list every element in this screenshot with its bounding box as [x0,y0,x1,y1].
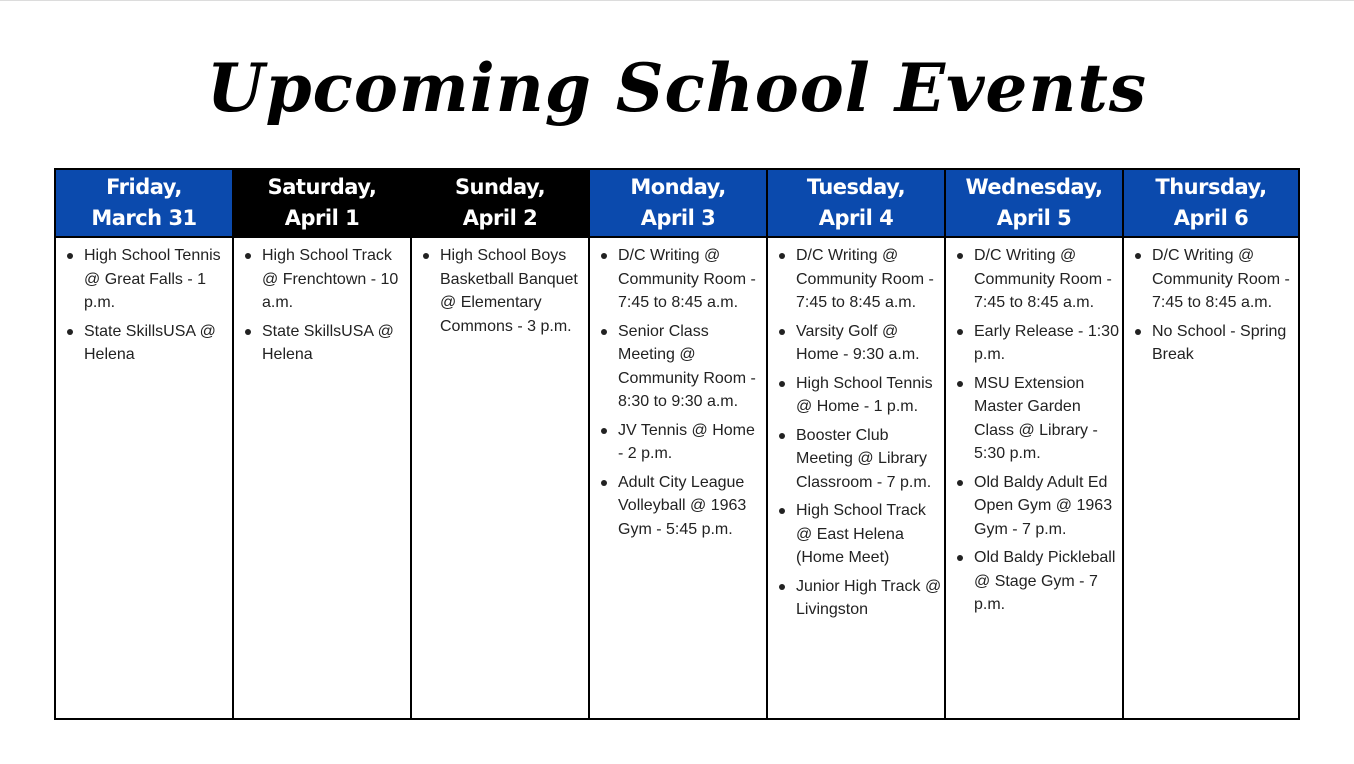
day-date: April 3 [640,206,716,230]
event-item [1130,320,1296,367]
bullet-icon [601,253,607,259]
day-column [232,168,410,720]
event-text: Junior High Track @ Livingston [796,577,942,618]
event-item [774,424,942,495]
top-divider [0,0,1354,1]
weekly-calendar [54,168,1300,720]
event-text: High School Track @ East Helena (Home Meet) [796,502,926,566]
bullet-icon [957,381,963,387]
event-item [62,244,230,315]
day-name: Sunday, [454,175,546,199]
event-list [1130,244,1296,367]
day-name: Thursday, [1155,175,1267,199]
day-events [768,238,944,718]
bullet-icon [779,329,785,335]
event-text: Senior Class Meeting @ Community Room - 8:30 to 9:30 a.m. [618,322,756,410]
event-item [62,320,230,367]
day-column [410,168,588,720]
day-name: Friday, [106,175,182,199]
bullet-icon [957,329,963,335]
bullet-icon [67,253,73,259]
bullet-icon [1135,253,1141,259]
bullet-icon [601,428,607,434]
day-events [234,238,410,718]
day-date: April 6 [1173,206,1249,230]
day-header [234,170,410,238]
event-item [1130,244,1296,315]
day-header [590,170,766,238]
bullet-icon [1135,329,1141,335]
event-item [952,546,1120,617]
bullet-icon [601,480,607,486]
day-events [56,238,232,718]
day-date: April 4 [818,206,894,230]
event-item [596,419,764,466]
day-events [946,238,1122,718]
event-text: No School - Spring Break [1152,322,1287,363]
event-item [774,244,942,315]
bullet-icon [779,433,785,439]
event-item [596,320,764,414]
event-text: Booster Club Meeting @ Library Classroom - 7 p.m. [796,426,932,491]
event-text: High School Tennis @ Home - 1 p.m. [796,374,933,415]
bullet-icon [957,555,963,561]
event-list [62,244,230,367]
event-item [418,244,586,338]
event-text: High School Track @ Frenchtown - 10 a.m. [262,247,399,311]
day-date: March 31 [91,206,197,230]
day-name: Monday, [630,175,726,199]
event-text: High School Tennis @ Great Falls - 1 p.m. [84,247,221,311]
event-item [774,575,942,622]
event-item [774,320,942,367]
event-list [240,244,408,367]
bullet-icon [601,329,607,335]
event-text: JV Tennis @ Home - 2 p.m. [618,421,755,462]
bullet-icon [779,381,785,387]
event-item [952,372,1120,466]
day-date: April 2 [462,206,538,230]
day-events [590,238,766,718]
bullet-icon [245,329,251,335]
event-item [240,320,408,367]
event-item [596,471,764,542]
event-text: Early Release - 1:30 p.m. [974,322,1119,363]
event-item [596,244,764,315]
day-name: Tuesday, [806,175,906,199]
event-text: D/C Writing @ Community Room - 7:45 to 8:45 a.m. [618,247,756,311]
event-text: D/C Writing @ Community Room - 7:45 to 8:45 a.m. [974,247,1112,311]
event-list [596,244,764,541]
day-column [54,168,232,720]
event-text: State SkillsUSA @ Helena [262,322,394,363]
bullet-icon [779,253,785,259]
event-item [952,471,1120,542]
event-text: D/C Writing @ Community Room - 7:45 to 8:45 a.m. [796,247,934,311]
event-text: Old Baldy Pickleball @ Stage Gym - 7 p.m. [974,549,1116,613]
day-header [946,170,1122,238]
day-column [766,168,944,720]
day-column [1122,168,1300,720]
event-item [952,320,1120,367]
event-item [774,372,942,419]
day-events [412,238,588,718]
day-events [1124,238,1298,718]
bullet-icon [779,508,785,514]
day-header [56,170,232,238]
day-header [412,170,588,238]
bullet-icon [67,329,73,335]
day-date: April 5 [996,206,1072,230]
day-header [1124,170,1298,238]
bullet-icon [423,253,429,259]
event-item [952,244,1120,315]
event-list [774,244,942,622]
event-text: MSU Extension Master Garden Class @ Library - 5:30 p.m. [974,374,1098,462]
day-column [588,168,766,720]
event-item [240,244,408,315]
day-column [944,168,1122,720]
event-text: High School Boys Basketball Banquet @ Elementary Commons - 3 p.m. [440,247,578,335]
event-text: Adult City League Volleyball @ 1963 Gym - 5:45 p.m. [618,473,747,538]
event-list [418,244,586,338]
day-date: April 1 [284,206,360,230]
event-text: D/C Writing @ Community Room - 7:45 to 8:45 a.m. [1152,247,1290,311]
day-header [768,170,944,238]
day-name: Wednesday, [965,175,1103,199]
bullet-icon [779,584,785,590]
event-text: Old Baldy Adult Ed Open Gym @ 1963 Gym - 7 p.m. [974,473,1113,538]
event-text: State SkillsUSA @ Helena [84,322,216,363]
bullet-icon [245,253,251,259]
event-list [952,244,1120,617]
day-name: Saturday, [267,175,377,199]
page-title: Upcoming School Events [206,49,1148,127]
event-text: Varsity Golf @ Home - 9:30 a.m. [796,322,920,363]
event-item [774,499,942,570]
bullet-icon [957,253,963,259]
bullet-icon [957,480,963,486]
